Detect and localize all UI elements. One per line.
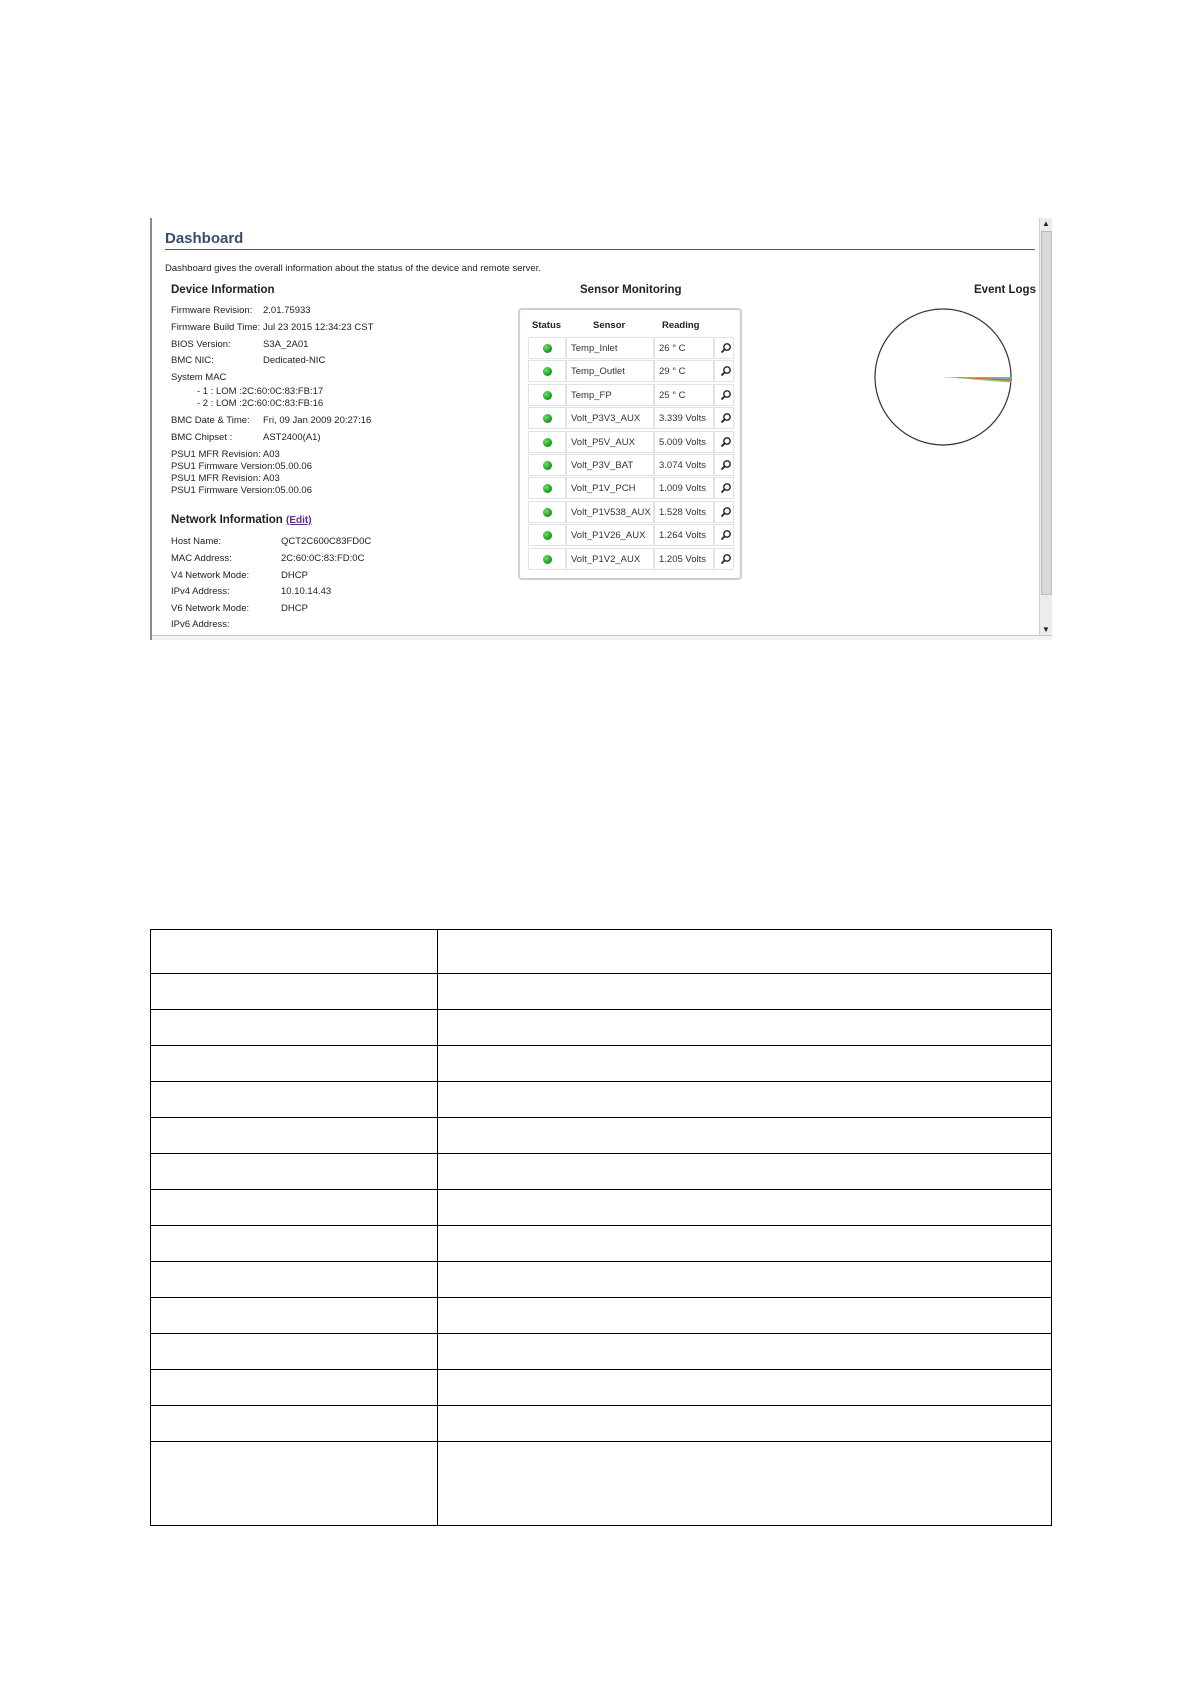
event-logs-pie[interactable] [873, 307, 1013, 447]
empty-table [150, 929, 1052, 1526]
sensor-reading-cell [654, 548, 714, 570]
sensor-reading: 29 ° C [659, 366, 686, 378]
sensor-name-cell [566, 548, 654, 570]
sensor-name-cell [566, 337, 654, 359]
horizontal-scrollbar[interactable] [152, 635, 1052, 640]
sensor-reading: 1.009 Volts [659, 483, 707, 495]
status-cell [528, 454, 566, 476]
table-row [151, 1406, 1052, 1442]
scrollbar-thumb[interactable] [1041, 231, 1052, 595]
page-description: Dashboard gives the overall information about the status of the device and remote server. [165, 263, 541, 274]
status-cell [528, 477, 566, 499]
sensor-table [518, 308, 742, 580]
bmc-nic-row [171, 355, 325, 366]
sensor-row [528, 548, 734, 571]
firmware-build-value: Jul 23 2015 12:34:23 CST [263, 322, 374, 333]
sensor-row [528, 524, 734, 547]
magnifier-icon[interactable] [720, 342, 732, 354]
table-cell-value [438, 1334, 1052, 1370]
status-cell [528, 524, 566, 546]
sensor-reading-cell [654, 431, 714, 453]
host-name-value: QCT2C600C83FD0C [281, 536, 372, 547]
col-reading-header: Reading [662, 320, 700, 331]
bios-version-row [171, 339, 308, 350]
v6-mode-label: V6 Network Mode: [171, 603, 250, 614]
status-cell [528, 360, 566, 382]
firmware-revision-value: 2.01.75933 [263, 305, 311, 316]
status-cell [528, 548, 566, 570]
mac-address-value: 2C:60:0C:83:FD:0C [281, 553, 365, 564]
table-cell-value [438, 1442, 1052, 1526]
table-cell-label [151, 1082, 438, 1118]
col-sensor-header: Sensor [593, 320, 626, 331]
table-cell-label [151, 1118, 438, 1154]
sensor-monitoring-heading: Sensor Monitoring [580, 284, 682, 296]
table-row [151, 1442, 1052, 1526]
sensor-reading-cell [654, 337, 714, 359]
status-ok-icon [543, 555, 552, 564]
table-row [151, 1118, 1052, 1154]
magnifier-icon[interactable] [720, 436, 732, 448]
ipv6-label: IPv6 Address: [171, 619, 230, 630]
sensor-detail-cell[interactable] [714, 524, 734, 546]
status-ok-icon [543, 438, 552, 447]
bmc-nic-label: BMC NIC: [171, 355, 214, 366]
table-cell-label [151, 1334, 438, 1370]
sensor-reading-cell [654, 524, 714, 546]
magnifier-icon[interactable] [720, 389, 732, 401]
firmware-build-row [171, 322, 373, 333]
magnifier-icon[interactable] [720, 506, 732, 518]
sensor-detail-cell[interactable] [714, 454, 734, 476]
sensor-name-cell [566, 501, 654, 523]
status-ok-icon [543, 367, 552, 376]
table-row [151, 1010, 1052, 1046]
psu-line-3: PSU1 MFR Revision: A03 [171, 473, 280, 484]
sensor-reading: 1.528 Volts [659, 506, 707, 518]
sensor-detail-cell[interactable] [714, 337, 734, 359]
v4-mode-label: V4 Network Mode: [171, 570, 250, 581]
table-cell-value [438, 1406, 1052, 1442]
table-cell-value [438, 1190, 1052, 1226]
status-ok-icon [543, 484, 552, 493]
table-row [151, 1370, 1052, 1406]
magnifier-icon[interactable] [720, 482, 732, 494]
firmware-revision-label: Firmware Revision: [171, 305, 253, 316]
status-cell [528, 384, 566, 406]
table-row [151, 1226, 1052, 1262]
network-info-heading [171, 514, 312, 526]
sensor-name-cell [566, 524, 654, 546]
table-cell-label [151, 974, 438, 1010]
table-cell-value [438, 1010, 1052, 1046]
firmware-revision-row [171, 305, 311, 316]
sensor-name-cell [566, 477, 654, 499]
sensor-row [528, 360, 734, 383]
bios-version-label: BIOS Version: [171, 339, 231, 350]
sensor-name-cell [566, 360, 654, 382]
sensor-detail-cell[interactable] [714, 431, 734, 453]
bmc-date-row [171, 415, 371, 426]
status-ok-icon [543, 414, 552, 423]
host-name-label: Host Name: [171, 536, 222, 547]
table-row [151, 930, 1052, 974]
table-cell-value [438, 1118, 1052, 1154]
sensor-detail-cell[interactable] [714, 360, 734, 382]
col-status-header: Status [532, 320, 562, 331]
table-cell-label [151, 1190, 438, 1226]
sensor-reading-cell [654, 407, 714, 429]
sensor-row [528, 454, 734, 477]
sensor-reading: 26 ° C [659, 343, 686, 354]
table-cell-value [438, 1262, 1052, 1298]
table-cell-value [438, 930, 1052, 974]
sensor-name: Volt_P3V3_AUX [571, 413, 641, 425]
scroll-up-icon[interactable]: ▲ [1042, 219, 1050, 228]
firmware-build-label: Firmware Build Time: [171, 322, 261, 333]
status-ok-icon [543, 531, 552, 540]
table-cell-value [438, 974, 1052, 1010]
status-cell [528, 501, 566, 523]
mac-line-2: - 2 : LOM :2C:60:0C:83:FB:16 [197, 398, 324, 409]
ipv4-value: 10.10.14.43 [281, 586, 332, 597]
status-cell [528, 407, 566, 429]
sensor-name: Volt_P3V_BAT [571, 460, 634, 471]
vertical-scrollbar[interactable] [1039, 218, 1052, 636]
sensor-reading: 25 ° C [659, 389, 686, 401]
table-row [151, 1082, 1052, 1118]
table-cell-label [151, 1406, 438, 1442]
table-row [151, 1298, 1052, 1334]
sensor-row [528, 477, 734, 500]
table-cell-label [151, 930, 438, 974]
table-row [151, 1262, 1052, 1298]
sensor-row [528, 337, 734, 360]
event-logs-heading: Event Logs [974, 284, 1036, 296]
table-row [151, 1046, 1052, 1082]
mac-address-label: MAC Address: [171, 553, 232, 564]
sensor-detail-cell[interactable] [714, 548, 734, 570]
bmc-chipset-row [171, 432, 321, 443]
bmc-chipset-value: AST2400(A1) [263, 432, 321, 443]
table-cell-label [151, 1010, 438, 1046]
sensor-name: Volt_P5V_AUX [571, 436, 635, 448]
page-title: Dashboard [165, 230, 244, 247]
ipv4-label: IPv4 Address: [171, 586, 230, 597]
sensor-reading: 1.264 Volts [659, 530, 707, 542]
table-cell-label [151, 1298, 438, 1334]
sensor-reading: 1.205 Volts [659, 553, 707, 565]
sensor-name: Temp_FP [571, 389, 612, 401]
sensor-row [528, 384, 734, 407]
sensor-row [528, 407, 734, 430]
psu-line-1: PSU1 MFR Revision: A03 [171, 449, 280, 460]
sensor-detail-cell[interactable] [714, 501, 734, 523]
status-ok-icon [543, 461, 552, 470]
system-mac-label: System MAC [171, 372, 227, 383]
sensor-reading-cell [654, 477, 714, 499]
table-cell-label [151, 1226, 438, 1262]
table-cell-value [438, 1226, 1052, 1262]
bmc-date-label: BMC Date & Time: [171, 415, 250, 426]
sensor-name-cell [566, 431, 654, 453]
sensor-name: Volt_P1V538_AUX [571, 506, 651, 518]
table-row [151, 974, 1052, 1010]
magnifier-icon[interactable] [720, 459, 732, 471]
table-cell-label [151, 1442, 438, 1526]
ipv4-row [171, 586, 331, 597]
device-info-heading: Device Information [171, 284, 275, 296]
mac-line-1: - 1 : LOM :2C:60:0C:83:FB:17 [197, 386, 324, 397]
sensor-detail-cell[interactable] [714, 477, 734, 499]
sensor-name: Volt_P1V2_AUX [571, 553, 641, 565]
magnifier-icon[interactable] [720, 553, 732, 565]
sensor-name: Volt_P1V_PCH [571, 483, 636, 495]
sensor-reading-cell [654, 501, 714, 523]
host-name-row [171, 536, 371, 547]
sensor-reading-cell [654, 454, 714, 476]
title-divider [165, 249, 1035, 250]
sensor-detail-cell[interactable] [714, 407, 734, 429]
sensor-name-cell [566, 454, 654, 476]
table-cell-label [151, 1370, 438, 1406]
sensor-row [528, 431, 734, 454]
table-cell-label [151, 1046, 438, 1082]
bios-version-value: S3A_2A01 [263, 339, 309, 350]
sensor-name-cell [566, 407, 654, 429]
sensor-name: Temp_Outlet [571, 366, 625, 378]
status-ok-icon [543, 344, 552, 353]
psu-line-4: PSU1 Firmware Version:05.00.06 [171, 485, 312, 496]
dashboard-screenshot [150, 218, 1052, 640]
status-ok-icon [543, 508, 552, 517]
sensor-name: Volt_P1V26_AUX [571, 530, 646, 542]
v4-mode-row [171, 570, 308, 581]
magnifier-icon[interactable] [720, 412, 732, 424]
scroll-down-icon[interactable]: ▼ [1042, 625, 1050, 634]
table-cell-value [438, 1046, 1052, 1082]
table-row [151, 1334, 1052, 1370]
sensor-reading: 3.074 Volts [659, 460, 707, 471]
status-ok-icon [543, 391, 552, 400]
table-row [151, 1190, 1052, 1226]
bmc-chipset-label: BMC Chipset : [171, 432, 233, 443]
sensor-name-cell [566, 384, 654, 406]
sensor-reading-cell [654, 360, 714, 382]
bmc-date-value: Fri, 09 Jan 2009 20:27:16 [263, 415, 372, 426]
sensor-detail-cell[interactable] [714, 384, 734, 406]
v4-mode-value: DHCP [281, 570, 308, 581]
table-row [151, 1154, 1052, 1190]
table-cell-value [438, 1298, 1052, 1334]
table-cell-label [151, 1154, 438, 1190]
magnifier-icon[interactable] [720, 365, 732, 377]
sensor-reading-cell [654, 384, 714, 406]
status-cell [528, 431, 566, 453]
status-cell [528, 337, 566, 359]
psu-line-2: PSU1 Firmware Version:05.00.06 [171, 461, 312, 472]
sensor-row [528, 501, 734, 524]
v6-mode-row [171, 603, 308, 614]
table-cell-value [438, 1082, 1052, 1118]
v6-mode-value: DHCP [281, 603, 308, 614]
sensor-reading: 5.009 Volts [659, 436, 707, 448]
table-cell-value [438, 1370, 1052, 1406]
sensor-name: Temp_Inlet [571, 343, 618, 354]
table-cell-value [438, 1154, 1052, 1190]
mac-address-row [171, 553, 364, 564]
table-cell-label [151, 1262, 438, 1298]
network-info-title: Network Information [171, 514, 283, 526]
bmc-nic-value: Dedicated-NIC [263, 355, 326, 366]
magnifier-icon[interactable] [720, 529, 732, 541]
sensor-reading: 3.339 Volts [659, 413, 707, 425]
edit-network-link[interactable]: (Edit) [286, 515, 312, 526]
